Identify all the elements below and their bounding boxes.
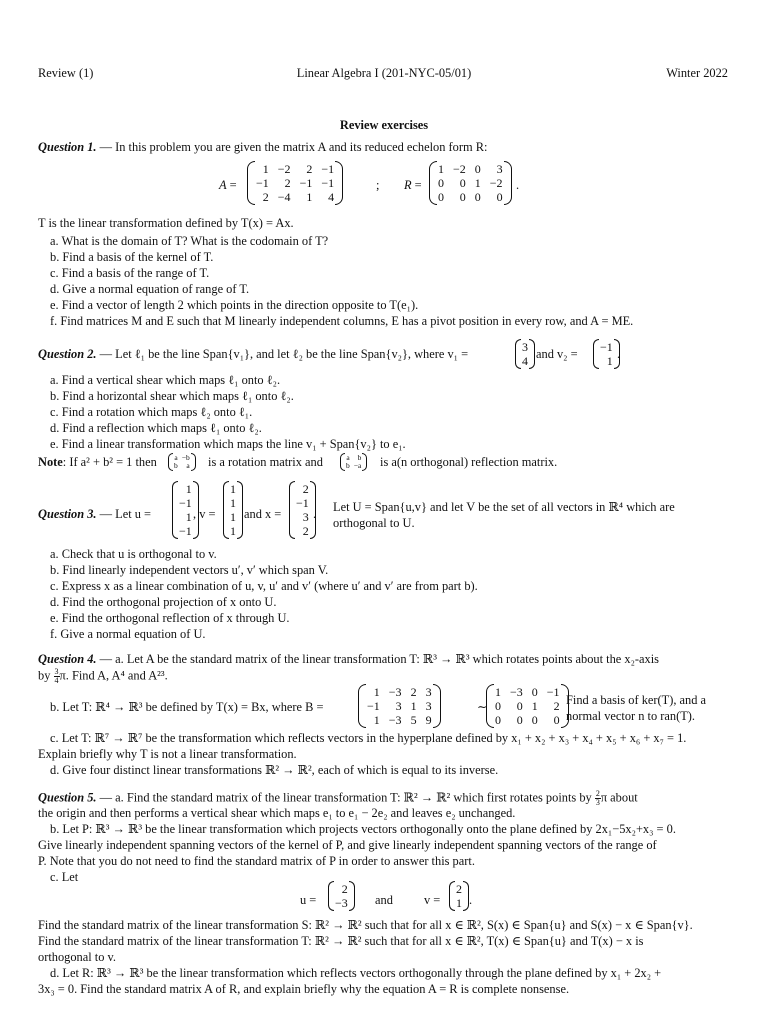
q5-d-line1: d. Let R: ℝ³ → ℝ³ be the linear transformation which reflects vectors orthogonally through the plane defined by x₁ + 2x₂ + <box>50 966 662 980</box>
q4-b-side-2: normal vector n to ran(T). <box>566 709 696 723</box>
matrix-entry: 0 <box>459 176 466 190</box>
q1-t-def: T is the linear transformation defined by T(x) = Ax. <box>38 216 294 230</box>
matrix-B <box>358 684 441 728</box>
q5-b-line1: b. Let P: ℝ³ → ℝ³ be the linear transformation which projects vectors orthogonally onto the plane defined by 2x₁−5x₂+x₃ = 0. <box>50 822 676 836</box>
q1-item-c: c. Find a basis of the range of T. <box>50 266 210 280</box>
note-text-c: is a(n orthogonal) reflection matrix. <box>380 455 558 469</box>
q2-label: Question 2. <box>38 347 97 361</box>
matrix-entry: 2 <box>341 882 348 896</box>
period: . <box>469 893 473 907</box>
left-paren <box>358 684 366 728</box>
matrix-entry: 0 <box>553 713 560 727</box>
note-text-b: is a rotation matrix and <box>208 455 323 469</box>
q2-note <box>38 455 157 470</box>
right-paren <box>504 161 512 205</box>
note-label: Note <box>38 455 63 469</box>
matrix-entry: 1 <box>410 699 417 713</box>
matrix-entry: 1 <box>185 482 192 496</box>
matrix-entry: 0 <box>495 699 501 713</box>
matrix-entry: 2 <box>410 685 417 699</box>
matrix-entry: −1 <box>299 176 313 190</box>
header-right: Winter 2022 <box>666 66 728 80</box>
q4-c-line1: c. Let T: ℝ⁷ → ℝ⁷ be the transformation which reflects vectors in the hyperplane defined by x₁ + x₂ + x₃ + x₄ + x₅ + x₆ + x₇ = 1. <box>50 731 687 745</box>
matrix-entry: 1 <box>495 685 501 699</box>
right-paren <box>433 684 441 728</box>
q5-u-label: u = <box>300 893 317 907</box>
q5-b-line3: P. Note that you do not need to find the standard matrix of P in order to answer this part. <box>38 854 475 868</box>
vector-v2 <box>593 339 620 369</box>
q5-label: Question 5. <box>38 790 97 805</box>
period: . <box>617 347 621 361</box>
q5-a-line2: the origin and then performs a vertical shear which maps e₁ to e₁ − 2e₂ and leaves e₂ unchanged. <box>38 806 516 820</box>
left-paren <box>247 161 255 205</box>
q2-item-d: d. Find a reflection which maps ℓ₁ onto ℓ₂. <box>50 421 262 435</box>
matrix-entry: 1 <box>474 176 481 190</box>
period: . <box>313 507 317 521</box>
q3-item-d: d. Find the orthogonal projection of x onto U. <box>50 595 277 609</box>
q1-item-b: b. Find a basis of the kernel of T. <box>50 250 214 264</box>
matrix-entries <box>345 453 362 471</box>
rotation-matrix <box>168 453 196 471</box>
q2-intro-text: — Let ℓ₁ be the line Span{v₁}, and let ℓ₂ be the line Span{v₂}, where v₁ = <box>99 347 469 361</box>
q4-b-pre: b. Let T: ℝ⁴ → ℝ³ be defined by T(x) = Bx, where B = <box>50 700 324 714</box>
matrix-entry: 2 <box>306 162 313 176</box>
matrix-entry: 1 <box>606 354 613 368</box>
reflection-matrix <box>340 453 367 471</box>
matrix-entries <box>494 684 561 728</box>
matrix-entry: 1 <box>306 190 313 204</box>
matrix-R <box>429 161 512 205</box>
right-paren <box>335 161 343 205</box>
q5-a1-pre: — a. Find the standard matrix of the linear transformation T: ℝ² → ℝ² which first rotates points by <box>99 790 592 805</box>
q4-a-line2 <box>38 668 168 685</box>
matrix-A <box>247 161 343 205</box>
matrix-entry: 3 <box>425 699 432 713</box>
matrix-entry: −1 <box>367 699 380 713</box>
q4-a2-post: π. Find A, A⁴ and A²³. <box>59 668 168 683</box>
matrix-entries <box>521 339 529 369</box>
matrix-entry: −1 <box>179 496 192 510</box>
matrix-entry: 1 <box>230 482 236 496</box>
matrix-entry: 9 <box>425 713 432 727</box>
matrix-entry: 0 <box>531 685 538 699</box>
q1-item-a: a. What is the domain of T? What is the codomain of T? <box>50 234 329 248</box>
q1-intro <box>38 140 487 155</box>
matrix-entry: 0 <box>474 162 481 176</box>
q4-b-side-1: Find a basis of ker(T), and a <box>566 693 707 707</box>
matrix-entry: −1 <box>321 176 335 190</box>
matrix-entry: b <box>346 461 350 470</box>
q3-label: Question 3. <box>38 507 97 521</box>
matrix-entry: 3 <box>496 162 503 176</box>
matrix-entry: 1 <box>185 510 192 524</box>
matrix-entry: 0 <box>516 713 523 727</box>
q3-intro <box>38 507 151 522</box>
matrix-entry: 2 <box>553 699 560 713</box>
matrix-B-reduced <box>486 684 569 728</box>
q3-side-1: Let U = Span{u,v} and let V be the set of all vectors in ℝ⁴ which are <box>333 500 675 514</box>
left-paren <box>429 161 437 205</box>
right-paren <box>362 453 367 471</box>
matrix-entries <box>229 481 237 539</box>
q5-a-line1 <box>38 790 638 807</box>
q5-and: and <box>375 893 393 907</box>
matrix-entries <box>437 161 504 205</box>
q4-c-line2: Explain briefly why T is not a linear transformation. <box>38 747 297 761</box>
matrix-entry: 3 <box>425 685 432 699</box>
frac-num: 3 <box>54 667 59 676</box>
matrix-entries <box>366 684 433 728</box>
q5-s-line3: orthogonal to v. <box>38 950 117 964</box>
matrix-entry: 1 <box>230 496 236 510</box>
vector-v1 <box>515 339 535 369</box>
matrix-entry: −1 <box>179 524 192 538</box>
q1-intro-text: — In this problem you are given the matrix A and its reduced echelon form R: <box>99 140 488 154</box>
vector-v5 <box>449 881 469 911</box>
matrix-entry: −a <box>353 461 362 470</box>
vector-x <box>289 481 316 539</box>
matrix-entry: 4 <box>522 354 528 368</box>
matrix-entry: −1 <box>600 340 613 354</box>
tilde: ∼ <box>477 700 488 714</box>
matrix-entry: 0 <box>496 190 503 204</box>
matrix-entry: 0 <box>438 190 444 204</box>
q5-a1-post: π about <box>600 790 638 805</box>
matrix-entry: −2 <box>489 176 503 190</box>
matrix-entry: 1 <box>230 510 236 524</box>
matrix-entry: 1 <box>531 699 538 713</box>
q3-and-x: and x = <box>244 507 282 521</box>
header-center: Linear Algebra I (201-NYC-05/01) <box>296 66 472 80</box>
vector-v <box>223 481 243 539</box>
matrix-entry: −1 <box>321 162 335 176</box>
q2-item-b: b. Find a horizontal shear which maps ℓ₁ onto ℓ₂. <box>50 389 294 403</box>
matrix-entry: 0 <box>531 713 538 727</box>
matrix-entry: 3 <box>522 340 528 354</box>
matrix-entry: a <box>346 453 350 462</box>
matrix-entries <box>455 881 463 911</box>
matrix-entry: a <box>174 453 178 462</box>
matrix-entry: 2 <box>302 482 309 496</box>
q3-comma-v: , v = <box>193 507 216 521</box>
q5-c: c. Let <box>50 870 79 884</box>
matrix-entries <box>178 481 193 539</box>
matrix-entry: −1 <box>256 176 269 190</box>
matrix-entry: 3 <box>395 699 402 713</box>
matrix-entry: 1 <box>373 685 380 699</box>
matrix-entry: 1 <box>373 713 380 727</box>
matrix-entry: 0 <box>516 699 523 713</box>
matrix-entry: 1 <box>262 162 269 176</box>
matrix-entry: b <box>357 453 362 462</box>
right-paren <box>237 481 243 539</box>
q2-item-e: e. Find a linear transformation which maps the line v₁ + Span{v₂} to e₁. <box>50 437 406 451</box>
q2-intro <box>38 347 468 362</box>
q3-item-b: b. Find linearly independent vectors u′, v′ which span V. <box>50 563 329 577</box>
matrix-entry: 0 <box>495 713 501 727</box>
matrix-entries <box>334 881 349 911</box>
matrix-entry: −3 <box>510 685 523 699</box>
q5-v-label: v = <box>424 893 441 907</box>
q1-label: Question 1. <box>38 140 97 154</box>
matrix-entries <box>295 481 310 539</box>
page-title: Review exercises <box>339 118 429 132</box>
matrix-entry: −1 <box>296 496 309 510</box>
matrix-entry: −3 <box>388 713 402 727</box>
q3-item-a: a. Check that u is orthogonal to v. <box>50 547 217 561</box>
matrix-entry: −3 <box>388 685 402 699</box>
right-paren <box>349 881 355 911</box>
q2-and: and v₂ = <box>536 347 578 361</box>
right-paren <box>529 339 535 369</box>
period: . <box>516 178 520 192</box>
semicolon: ; <box>376 178 380 192</box>
matrix-entry: 0 <box>474 190 481 204</box>
q4-a2-pre: by <box>38 668 51 683</box>
q3-side-2: orthogonal to U. <box>333 516 415 530</box>
q1-item-e: e. Find a vector of length 2 which points in the direction opposite to T(e₁). <box>50 298 419 312</box>
matrix-entry: b <box>174 461 178 470</box>
frac-den: 4 <box>54 676 59 685</box>
matrix-entry: 0 <box>438 176 444 190</box>
matrix-entries <box>599 339 614 369</box>
matrix-entry: 1 <box>438 162 444 176</box>
matrix-entry: 1 <box>456 896 462 910</box>
matrix-entry: 2 <box>284 176 291 190</box>
matrix-entry: −b <box>181 453 190 462</box>
q5-s-line2: Find the standard matrix of the linear transformation T: ℝ² → ℝ² such that for all x ∈ ℝ², T(x) ∈ Span{u} and T(x) − x is <box>38 934 644 948</box>
left-paren <box>486 684 494 728</box>
matrix-entry: 1 <box>230 524 236 538</box>
matrix-entry: −2 <box>453 162 466 176</box>
matrix-entry: 0 <box>459 190 466 204</box>
matrix-entry: 3 <box>302 510 309 524</box>
q4-d: d. Give four distinct linear transformations ℝ² → ℝ², each of which is equal to its inverse. <box>50 763 499 777</box>
matrix-R-label: R = <box>404 178 422 192</box>
frac-num: 2 <box>595 789 600 798</box>
q3-item-f: f. Give a normal equation of U. <box>50 627 206 641</box>
matrix-entry: −4 <box>277 190 291 204</box>
matrix-entry: 2 <box>262 190 269 204</box>
matrix-entries <box>173 453 191 471</box>
q5-d-line2: 3x₃ = 0. Find the standard matrix A of R, and explain briefly why the equation A = R is complete nonsense. <box>38 982 570 996</box>
q4-a-text: — a. Let A be the standard matrix of the linear transformation T: ℝ³ → ℝ³ which rotates points about the x₂-axis <box>99 652 659 666</box>
q5-s-line1: Find the standard matrix of the linear transformation S: ℝ² → ℝ² such that for all x ∈ ℝ², S(x) ∈ Span{u} and S(x) − x ∈ Span{v}. <box>38 918 693 932</box>
q3-item-c: c. Express x as a linear combination of u, v, u′ and v′ (where u′ and v′ are from part b). <box>50 579 478 593</box>
matrix-entry: −3 <box>335 896 348 910</box>
q2-item-a: a. Find a vertical shear which maps ℓ₁ onto ℓ₂. <box>50 373 281 387</box>
matrix-entry: 5 <box>410 713 417 727</box>
q3-item-e: e. Find the orthogonal reflection of x through U. <box>50 611 290 625</box>
matrix-entries <box>255 161 335 205</box>
matrix-entry: 2 <box>302 524 309 538</box>
matrix-entry: 4 <box>328 190 335 204</box>
matrix-entry: −1 <box>546 685 560 699</box>
q1-item-d: d. Give a normal equation of range of T. <box>50 282 250 296</box>
matrix-entry: 2 <box>456 882 462 896</box>
q4-a-line1 <box>38 652 659 667</box>
header-left: Review (1) <box>38 66 94 80</box>
matrix-A-label: A = <box>219 178 237 192</box>
q5-b-line2: Give linearly independent spanning vectors of the kernel of P, and give linearly independent spanning vectors of the range of <box>38 838 657 852</box>
matrix-entry: −2 <box>277 162 291 176</box>
right-paren <box>191 453 196 471</box>
frac-den: 3 <box>595 798 600 807</box>
q3-let: — Let u = <box>99 507 152 521</box>
matrix-entry: a <box>186 461 190 470</box>
q1-item-f: f. Find matrices M and E such that M linearly independent columns, E has a pivot position in every row, and A = ME. <box>50 314 634 328</box>
q4-label: Question 4. <box>38 652 97 666</box>
note-text-a: : If a² + b² = 1 then <box>62 455 157 469</box>
vector-u5 <box>328 881 355 911</box>
q2-item-c: c. Find a rotation which maps ℓ₂ onto ℓ₁. <box>50 405 253 419</box>
